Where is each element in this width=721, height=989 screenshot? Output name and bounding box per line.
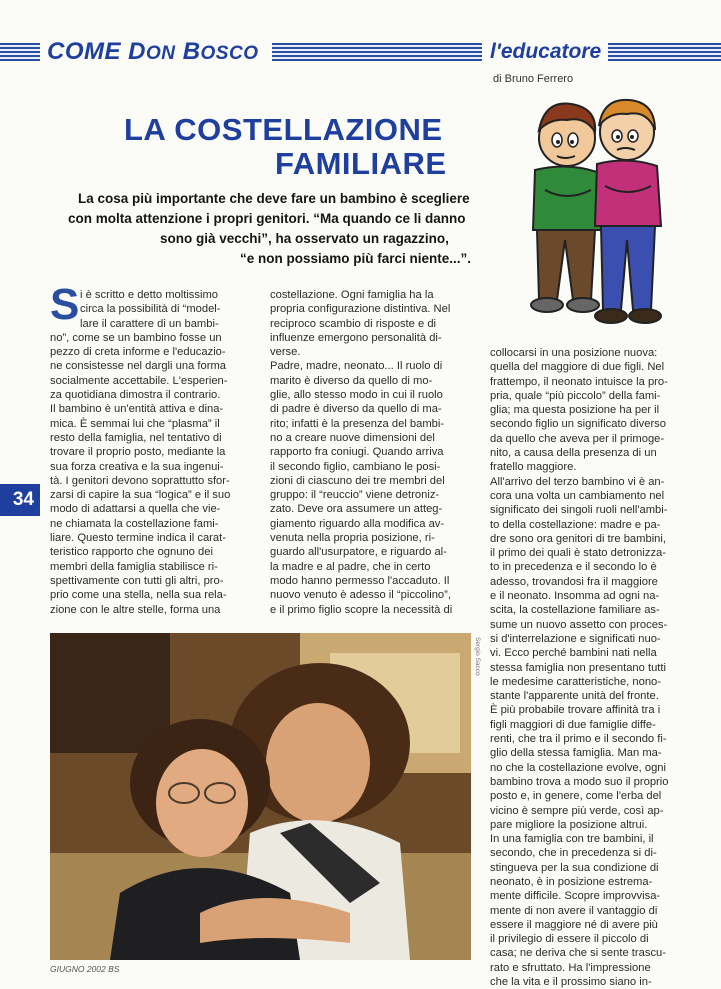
page-number: 34	[0, 484, 40, 516]
text-line: modo hanno permesso l'accaduto. Il	[270, 574, 450, 587]
text-line: Padre, madre, neonato... Il ruolo di	[270, 360, 443, 373]
photo-credit: Sergio Sacco	[474, 637, 481, 676]
text-line: membri della famiglia stabilisce ri-	[50, 560, 218, 573]
header-rule-right	[608, 43, 721, 61]
lead-line: La cosa più importante che deve fare un bambino è scegliere	[78, 191, 470, 206]
text-line: nito, a causa della presenza di un	[490, 447, 657, 460]
lead-line: sono già vecchi”, ha osservato un ragazzino,	[160, 231, 449, 246]
text-line: mente difficile. Scopre improvvisa-	[490, 890, 661, 903]
text-line: neonato, è in posizione estrema-	[490, 875, 653, 888]
text-line: socialmente accettabile. L'esperien-	[50, 374, 228, 387]
text-line: zioni di ciascuno dei tre membri del	[270, 474, 445, 487]
text-line: zarsi di capire la sua “logica” e il suo	[50, 489, 231, 502]
text-line: glio della stessa famiglia. Man ma-	[490, 747, 662, 760]
text-line: no a creare nuove dimensioni del	[270, 431, 435, 444]
text-line: spettivamente con tutti gli altri, pro-	[50, 574, 224, 587]
text-line: collocarsi in una posizione nuova:	[490, 347, 658, 359]
text-line: fratello maggiore.	[490, 461, 577, 474]
text-line: modo di adattarsi a quella che vie-	[50, 503, 221, 516]
text-line: verse.	[270, 346, 301, 359]
text-line: casa; ne deriva che si sente trascu-	[490, 947, 666, 960]
text-line: essere il maggiore né di avere più	[490, 918, 658, 931]
text-line: giamento riguardo alla modifica av-	[270, 517, 445, 530]
photo-two-girls	[50, 633, 471, 960]
text-line: influenze emergono personalità di-	[270, 331, 442, 344]
text-line: costellazione. Ogni famiglia ha la	[270, 289, 434, 301]
text-line: In una famiglia con tre bambini, il	[490, 833, 654, 846]
body-column-1	[50, 288, 260, 617]
text-line: il privilegio di essere il piccolo di	[490, 933, 649, 946]
lead-line: con molta attenzione i propri genitori. “Ma quando ce li danno	[68, 211, 466, 226]
text-line: nuovo venuto è adesso il “piccolino”,	[270, 589, 451, 602]
body-column-2	[270, 288, 480, 617]
text-line: bambino trova a modo suo il proprio	[490, 775, 669, 788]
text-line: vicino è sempre più verde, così ap-	[490, 804, 664, 817]
text-line: significato dei singoli ruoli nell'ambi-	[490, 504, 668, 517]
text-line: frattempo, il neonato intuisce la pro-	[490, 375, 668, 388]
text-line: rito; infatti è la presenza del bambi-	[270, 417, 445, 430]
text-line: e il neonato. Insomma ad ogni na-	[490, 590, 660, 603]
section-title-left: COME DON BOSCO	[47, 38, 259, 65]
text-line: no che la costellazione evolve, ogni	[490, 761, 667, 774]
text-line: dre sono ora genitori di tre bambini,	[490, 532, 666, 545]
text-line: All'arrivo del terzo bambino vi è an-	[490, 475, 665, 488]
text-line: scita, la costellazione familiare as-	[490, 604, 660, 617]
section-title-right: l'educatore	[490, 40, 602, 63]
text-line: che la vita e il prossimo siano in-	[490, 976, 652, 989]
text-line: propria configurazione distintiva. Nel	[270, 303, 451, 316]
text-line: posto e, in genere, come l'erba del	[490, 790, 662, 803]
text-line: stante l'apparente unità del fronte.	[490, 690, 659, 703]
text-line: mente di non avere il vantaggio di	[490, 904, 658, 917]
text-line: e il primo figlio scopre la necessità di	[270, 603, 453, 616]
text-line: adesso, trovandosi fra il maggiore	[490, 575, 658, 588]
text-line: pria, quale “più piccolo” della fami-	[490, 389, 661, 402]
text-line: rato e sfruttato. Ha l'impressione	[490, 961, 651, 974]
text-line: ne chiamata la costellazione fami-	[50, 517, 219, 530]
text-line: venuta nella propria posizione, ri-	[270, 532, 435, 545]
text-line: tà. I genitori devono soprattutto sfor-	[50, 474, 230, 487]
text-line: da quello che aveva per il primoge-	[490, 432, 665, 445]
text-line: rapporto fra coniugi. Quando arriva	[270, 446, 444, 459]
text-line: pare migliore la posizione altrui.	[490, 818, 648, 831]
text-line: prio come una stella, nella sua rela-	[50, 589, 227, 602]
text-line: glia; ma questa posizione ha per il	[490, 404, 660, 417]
drop-cap: S	[50, 280, 80, 329]
text-line: Il bambino è un'entità attiva e dina-	[50, 403, 224, 416]
cartoon-illustration	[505, 90, 705, 340]
body-column-3	[490, 346, 712, 989]
text-line: secondo figlio un significato diverso	[490, 418, 666, 431]
text-line: cora una volta un cambiamento nel	[490, 489, 665, 502]
text-line: glie, allo stesso modo in cui il ruolo	[270, 389, 443, 402]
text-line: secondo, che in precedenza si di-	[490, 847, 657, 860]
article-title-line-1: LA COSTELLAZIONE	[124, 112, 443, 147]
text-line: circa la possibilità di “model-	[80, 303, 221, 316]
text-line: zato. Deve ora assumere un atteg-	[270, 503, 443, 516]
photo-illustration	[50, 633, 471, 960]
text-line: pezzo di creta informe e l'educazio-	[50, 346, 226, 359]
issue-footer: GIUGNO 2002 BS	[50, 964, 120, 974]
header-rule-middle	[272, 43, 482, 61]
text-line: reciproco scambio di risposte e di	[270, 317, 437, 330]
text-line: quella del maggiore di due figli. Nel	[490, 361, 665, 374]
text-line: resto della famiglia, nel tentativo di	[50, 431, 222, 444]
text-line: teristico rapporto che ognuno dei	[50, 546, 213, 559]
text-line: ne consistesse nel dargli una forma	[50, 360, 226, 373]
text-line: renti, che tra il primo e il secondo fi-	[490, 733, 667, 746]
text-line: marito è diverso da quello di mo-	[270, 374, 433, 387]
text-line: no”, come se un bambino fosse un	[50, 331, 222, 344]
lead-line: “e non possiamo più farci niente...”.	[240, 251, 472, 266]
text-line: i è scritto e detto moltissimo	[80, 289, 219, 301]
text-line: sume un nuovo assetto con proces-	[490, 618, 668, 631]
text-line: si d'interrelazione e significati nuo-	[490, 632, 661, 645]
text-line: to della costellazione: madre e pa-	[490, 518, 661, 531]
text-line: lare il carattere di un bambi-	[80, 317, 219, 330]
text-line: trovare il proprio posto, mediante la	[50, 446, 226, 459]
author-byline: di Bruno Ferrero	[493, 73, 574, 85]
text-line: di padre è diverso da quello di ma-	[270, 403, 442, 416]
text-line: figli maggiori di due famiglie diffe-	[490, 718, 656, 731]
article-title-line-2: FAMILIARE	[275, 146, 447, 181]
text-line: sua forza creativa e la sua ingenui-	[50, 460, 224, 473]
header-rule-left	[0, 43, 40, 61]
text-line: il secondo figlio, cambiano le posi-	[270, 460, 441, 473]
text-line: gruppo: il “reuccio” viene detroniz-	[270, 489, 440, 502]
text-line: to in precedenza e il secondo lo è	[490, 561, 657, 574]
text-line: stingueva per la sua condizione di	[490, 861, 659, 874]
text-line: stessa famiglia non presentano tutti	[490, 661, 666, 674]
text-line: guardo all'usurpatore, e riguardo al-	[270, 546, 447, 559]
text-line: la madre e al padre, che in certo	[270, 560, 431, 573]
text-line: È più probabile trovare affinità tra i	[490, 704, 661, 717]
text-line: zione con le altre stelle, forma una	[50, 603, 221, 616]
text-line: le medesime caratteristiche, nono-	[490, 675, 661, 688]
text-line: il primo dei quali è stato detronizza-	[490, 547, 666, 560]
text-line: liare. Questo termine indica il carat-	[50, 532, 226, 545]
text-line: vi. Ecco perché bambini nati nella	[490, 647, 657, 660]
text-line: mica. È semmai lui che “plasma” il	[50, 417, 220, 430]
text-line: za quotidiana dimostra il contrario.	[50, 389, 221, 402]
